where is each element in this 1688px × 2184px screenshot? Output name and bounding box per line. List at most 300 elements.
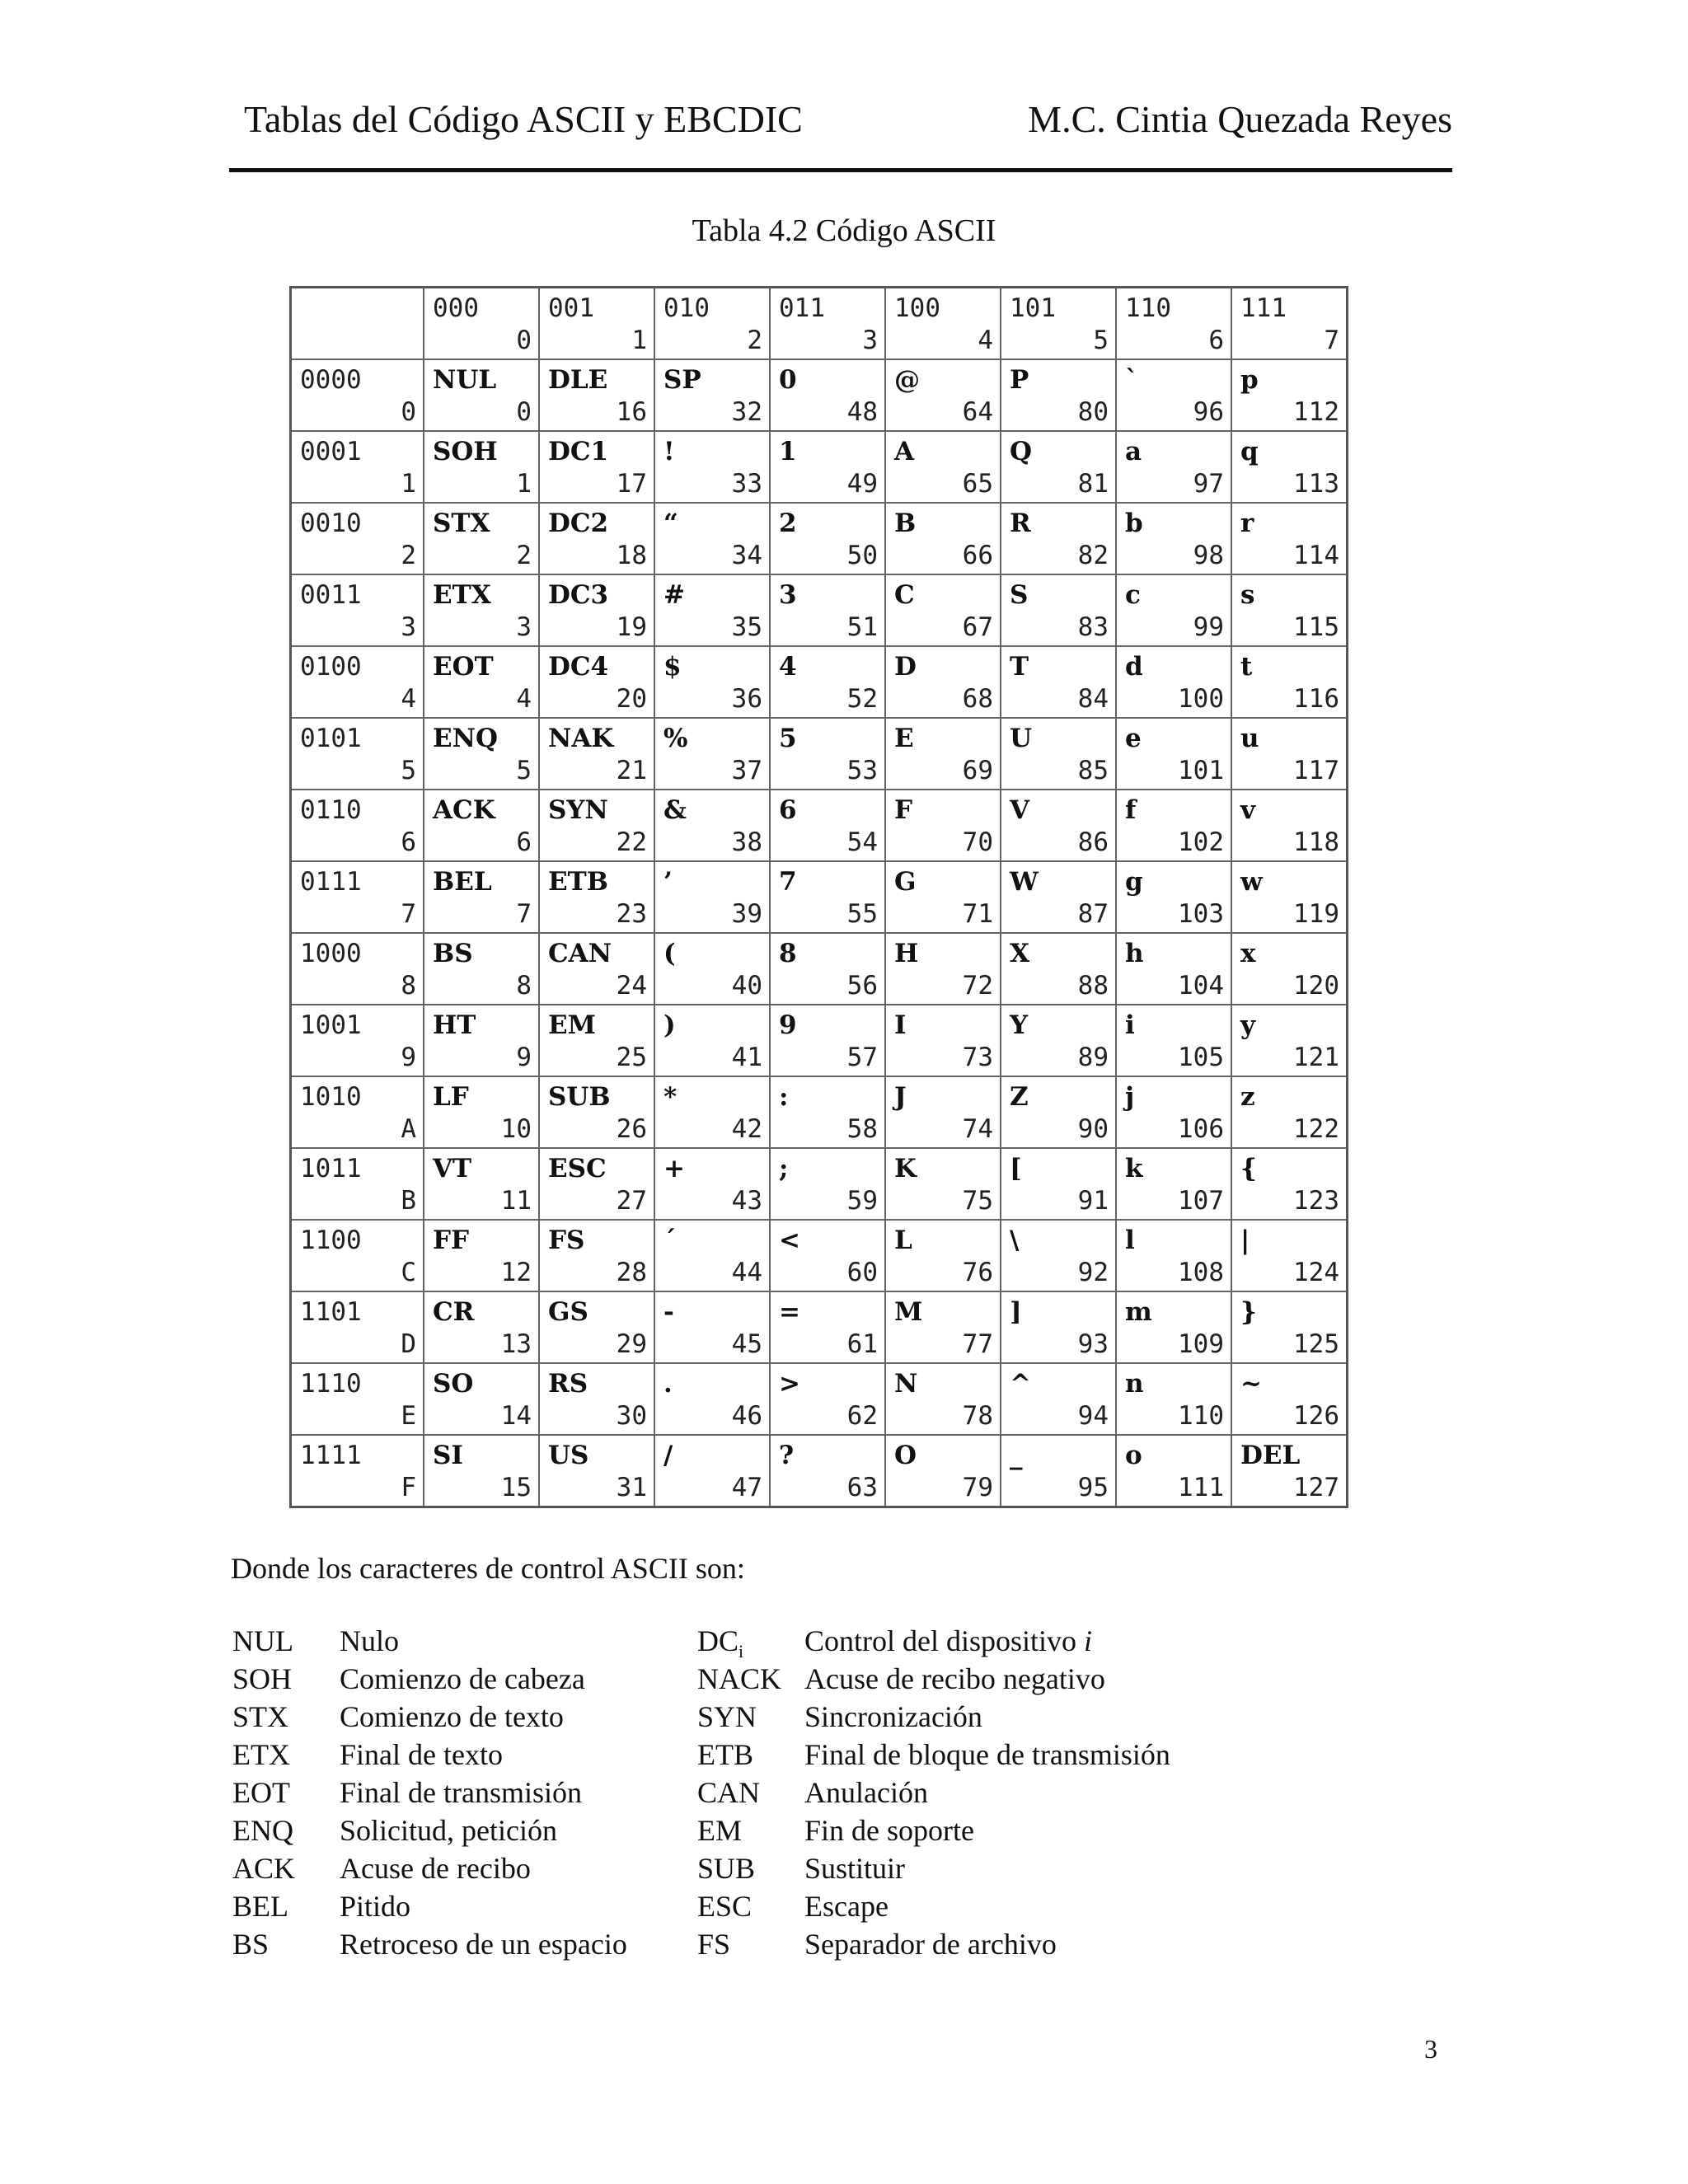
cell-decimal-code: 83 xyxy=(1077,612,1109,642)
cell-decimal-code: 68 xyxy=(962,684,993,714)
cell-character: x xyxy=(1240,939,1256,968)
cell-character: s xyxy=(1240,580,1255,610)
legend-description xyxy=(340,1775,582,1810)
column-bits: 001 xyxy=(548,293,594,323)
cell-character: . xyxy=(663,1369,673,1399)
cell-decimal-code: 34 xyxy=(731,541,762,570)
row-bits: 0111 xyxy=(300,867,362,897)
table-cell xyxy=(1231,431,1348,503)
row-header xyxy=(291,574,424,646)
table-cell xyxy=(770,790,885,861)
table-cell xyxy=(1001,933,1116,1005)
table-cell xyxy=(424,1435,539,1507)
legend-item xyxy=(697,1661,1274,1699)
cell-character: o xyxy=(1125,1441,1142,1470)
row-header xyxy=(291,933,424,1005)
row-bits: 1101 xyxy=(300,1297,362,1327)
column-hex: 4 xyxy=(978,326,993,355)
row-hex: E xyxy=(401,1401,416,1431)
legend-abbreviation-text: NACK xyxy=(697,1662,782,1695)
table-cell xyxy=(1231,646,1348,718)
cell-decimal-code: 98 xyxy=(1193,541,1224,570)
cell-decimal-code: 22 xyxy=(616,827,647,857)
row-bits: 1010 xyxy=(300,1082,362,1112)
table-cell xyxy=(539,1148,654,1220)
table-cell xyxy=(424,1291,539,1363)
legend-description xyxy=(804,1699,982,1734)
row-hex: 6 xyxy=(401,827,416,857)
table-row xyxy=(291,503,1348,574)
table-cell xyxy=(539,1076,654,1148)
table-cell xyxy=(885,1363,1001,1435)
row-hex: 4 xyxy=(401,684,416,714)
table-cell xyxy=(539,1220,654,1291)
column-hex: 5 xyxy=(1093,326,1109,355)
cell-character: h xyxy=(1125,939,1144,968)
cell-character: L xyxy=(894,1226,912,1255)
table-row xyxy=(291,1076,1348,1148)
column-hex: 0 xyxy=(516,326,532,355)
cell-character: ? xyxy=(779,1441,795,1470)
legend-item xyxy=(697,1624,1274,1661)
table-cell xyxy=(539,359,654,431)
column-header xyxy=(1116,288,1231,360)
cell-decimal-code: 4 xyxy=(516,684,532,714)
row-hex: C xyxy=(401,1258,416,1287)
table-cell xyxy=(1116,933,1231,1005)
cell-decimal-code: 89 xyxy=(1077,1043,1109,1072)
cell-character: = xyxy=(779,1297,800,1327)
cell-decimal-code: 88 xyxy=(1077,971,1109,1001)
legend-description-text: Final de transmisión xyxy=(340,1776,582,1809)
legend-abbreviation xyxy=(697,1699,757,1734)
table-cell xyxy=(1116,1435,1231,1507)
legend-abbreviation xyxy=(232,1737,290,1772)
row-hex: 8 xyxy=(401,971,416,1001)
table-cell xyxy=(1001,1435,1116,1507)
legend-abbreviation xyxy=(697,1889,752,1924)
table-cell xyxy=(1231,933,1348,1005)
cell-character: q xyxy=(1240,437,1259,466)
cell-character: F xyxy=(894,795,913,825)
table-cell xyxy=(1116,574,1231,646)
cell-decimal-code: 108 xyxy=(1178,1258,1224,1287)
cell-character: 3 xyxy=(779,580,797,610)
table-cell xyxy=(770,1363,885,1435)
row-header xyxy=(291,1291,424,1363)
row-header xyxy=(291,861,424,933)
cell-character: @ xyxy=(894,365,920,395)
row-bits: 0010 xyxy=(300,509,362,538)
table-cell xyxy=(654,646,770,718)
legend-abbreviation-text: BS xyxy=(232,1928,270,1961)
row-header xyxy=(291,646,424,718)
table-cell xyxy=(1231,1363,1348,1435)
table-cell xyxy=(424,359,539,431)
table-cell xyxy=(1001,1076,1116,1148)
row-hex: D xyxy=(401,1329,416,1359)
cell-decimal-code: 81 xyxy=(1077,469,1109,499)
cell-decimal-code: 35 xyxy=(731,612,762,642)
table-cell xyxy=(770,1291,885,1363)
cell-decimal-code: 26 xyxy=(616,1114,647,1144)
legend-abbreviation xyxy=(697,1624,743,1662)
cell-decimal-code: 55 xyxy=(846,899,878,929)
cell-character: U xyxy=(1010,724,1033,753)
page-number: 3 xyxy=(1424,2034,1437,2064)
column-bits: 110 xyxy=(1125,293,1171,323)
legend-description-text: Solicitud, petición xyxy=(340,1814,557,1847)
table-cell xyxy=(1231,1005,1348,1076)
cell-decimal-code: 15 xyxy=(500,1473,532,1502)
table-cell xyxy=(539,1363,654,1435)
cell-character: “ xyxy=(663,509,678,538)
cell-character: ´ xyxy=(663,1226,677,1255)
cell-character: ACK xyxy=(433,795,495,825)
header-rule xyxy=(229,168,1452,172)
table-cell xyxy=(885,359,1001,431)
cell-decimal-code: 70 xyxy=(962,827,993,857)
cell-decimal-code: 44 xyxy=(731,1258,762,1287)
cell-character: SUB xyxy=(548,1082,611,1112)
legend-abbreviation-text: ACK xyxy=(232,1852,296,1885)
cell-character: LF xyxy=(433,1082,469,1112)
table-cell xyxy=(885,933,1001,1005)
cell-character: FS xyxy=(548,1226,585,1255)
row-bits: 1100 xyxy=(300,1226,362,1255)
legend-abbreviation xyxy=(232,1775,290,1810)
cell-character: E xyxy=(894,724,914,753)
cell-decimal-code: 90 xyxy=(1077,1114,1109,1144)
cell-decimal-code: 12 xyxy=(500,1258,532,1287)
table-cell xyxy=(770,718,885,790)
cell-decimal-code: 112 xyxy=(1293,397,1339,427)
table-cell xyxy=(1116,1291,1231,1363)
legend-description xyxy=(804,1661,1105,1696)
cell-character: ETB xyxy=(548,867,608,897)
row-hex: 2 xyxy=(401,541,416,570)
cell-decimal-code: 6 xyxy=(516,827,532,857)
table-cell xyxy=(1116,1363,1231,1435)
table-cell xyxy=(1116,1220,1231,1291)
cell-decimal-code: 76 xyxy=(962,1258,993,1287)
table-cell xyxy=(539,1005,654,1076)
table-cell xyxy=(424,574,539,646)
cell-character: S xyxy=(1010,580,1029,610)
table-cell xyxy=(770,861,885,933)
legend-item xyxy=(697,1851,1274,1889)
table-cell xyxy=(1116,503,1231,574)
table-cell xyxy=(1001,431,1116,503)
legend-item xyxy=(697,1813,1274,1851)
cell-decimal-code: 36 xyxy=(731,684,762,714)
legend-abbreviation xyxy=(232,1813,293,1848)
table-cell xyxy=(770,359,885,431)
cell-decimal-code: 42 xyxy=(731,1114,762,1144)
cell-character: d xyxy=(1125,652,1143,682)
cell-character: ENQ xyxy=(433,724,498,753)
cell-character: e xyxy=(1125,724,1142,753)
legend-abbreviation-text: CAN xyxy=(697,1776,761,1809)
legend-description-text: Final de texto xyxy=(340,1738,503,1771)
row-header xyxy=(291,1363,424,1435)
legend-abbreviation-text: ETB xyxy=(697,1738,753,1771)
table-row xyxy=(291,1148,1348,1220)
table-cell xyxy=(424,861,539,933)
column-header xyxy=(1231,288,1348,360)
cell-character: ; xyxy=(779,1154,789,1183)
cell-character: > xyxy=(779,1369,800,1399)
cell-character: NUL xyxy=(433,365,497,395)
cell-decimal-code: 38 xyxy=(731,827,762,857)
cell-character: CR xyxy=(433,1297,475,1327)
cell-decimal-code: 1 xyxy=(516,469,532,499)
legend-abbreviation xyxy=(697,1737,753,1772)
legend-abbreviation xyxy=(697,1775,760,1810)
cell-character: VT xyxy=(433,1154,472,1183)
cell-character: 6 xyxy=(779,795,797,825)
legend-description xyxy=(340,1927,627,1961)
cell-character: _ xyxy=(1010,1441,1023,1470)
cell-decimal-code: 104 xyxy=(1178,971,1224,1001)
table-cell xyxy=(539,574,654,646)
cell-character: ^ xyxy=(1010,1369,1031,1399)
table-cell xyxy=(885,1435,1001,1507)
cell-decimal-code: 126 xyxy=(1293,1401,1339,1431)
table-cell xyxy=(1001,646,1116,718)
table-cell xyxy=(654,1148,770,1220)
cell-character: BEL xyxy=(433,867,492,897)
cell-character: Q xyxy=(1010,437,1033,466)
legend-description xyxy=(340,1737,503,1772)
row-hex: 5 xyxy=(401,756,416,785)
column-header xyxy=(1001,288,1116,360)
table-cell xyxy=(770,574,885,646)
legend-description-text: Retroceso de un espacio xyxy=(340,1928,627,1961)
cell-decimal-code: 113 xyxy=(1293,469,1339,499)
cell-decimal-code: 50 xyxy=(846,541,878,570)
cell-character: ESC xyxy=(548,1154,607,1183)
table-cell xyxy=(1116,359,1231,431)
cell-character: 0 xyxy=(779,365,797,395)
table-row xyxy=(291,1220,1348,1291)
cell-decimal-code: 72 xyxy=(962,971,993,1001)
cell-character: { xyxy=(1240,1154,1257,1183)
cell-decimal-code: 29 xyxy=(616,1329,647,1359)
cell-character: : xyxy=(779,1082,789,1112)
cell-character: CAN xyxy=(548,939,612,968)
cell-character: 8 xyxy=(779,939,797,968)
legend-item xyxy=(697,1927,1274,1965)
table-cell xyxy=(770,431,885,503)
cell-character: g xyxy=(1125,867,1143,897)
cell-decimal-code: 82 xyxy=(1077,541,1109,570)
table-cell xyxy=(654,933,770,1005)
legend-abbreviation-text: ENQ xyxy=(232,1814,293,1847)
legend-abbreviation xyxy=(232,1624,293,1658)
cell-character: \ xyxy=(1010,1226,1020,1255)
table-cell xyxy=(770,933,885,1005)
cell-character: ` xyxy=(1125,365,1138,395)
cell-character: C xyxy=(894,580,915,610)
cell-decimal-code: 96 xyxy=(1193,397,1224,427)
column-header xyxy=(770,288,885,360)
cell-character: STX xyxy=(433,509,490,538)
legend-abbreviation-text: SYN xyxy=(697,1700,757,1733)
legend-item xyxy=(697,1889,1274,1927)
cell-decimal-code: 78 xyxy=(962,1401,993,1431)
running-header xyxy=(244,91,1452,148)
table-cell xyxy=(885,861,1001,933)
table-cell xyxy=(885,1005,1001,1076)
cell-character: EM xyxy=(548,1010,596,1040)
row-bits: 0101 xyxy=(300,724,362,753)
cell-decimal-code: 77 xyxy=(962,1329,993,1359)
table-cell xyxy=(885,1148,1001,1220)
table-cell xyxy=(424,503,539,574)
cell-decimal-code: 92 xyxy=(1077,1258,1109,1287)
cell-character: 1 xyxy=(779,437,797,466)
legend-abbreviation xyxy=(697,1661,781,1696)
cell-character: SOH xyxy=(433,437,498,466)
cell-character: G xyxy=(894,867,917,897)
table-row xyxy=(291,646,1348,718)
legend-item xyxy=(232,1624,694,1661)
cell-character: 5 xyxy=(779,724,797,753)
cell-character: DC3 xyxy=(548,580,609,610)
cell-character: [ xyxy=(1010,1154,1022,1183)
table-cell xyxy=(1116,718,1231,790)
table-cell xyxy=(424,933,539,1005)
legend-description-text: Sincronización xyxy=(804,1700,982,1733)
table-cell xyxy=(885,1220,1001,1291)
legend-description-text: Comienzo de cabeza xyxy=(340,1662,585,1695)
cell-decimal-code: 20 xyxy=(616,684,647,714)
legend-item xyxy=(232,1775,694,1813)
cell-character: ] xyxy=(1010,1297,1022,1327)
table-cell xyxy=(1001,574,1116,646)
row-hex: F xyxy=(401,1473,416,1502)
row-header xyxy=(291,359,424,431)
cell-decimal-code: 61 xyxy=(846,1329,878,1359)
cell-character: z xyxy=(1240,1082,1255,1112)
cell-character: A xyxy=(894,437,915,466)
cell-character: H xyxy=(894,939,919,968)
legend-description-text: Pitido xyxy=(340,1890,411,1923)
legend-abbreviation-text: ESC xyxy=(697,1890,753,1923)
cell-decimal-code: 8 xyxy=(516,971,532,1001)
table-cell xyxy=(654,1005,770,1076)
cell-decimal-code: 14 xyxy=(500,1401,532,1431)
legend-abbreviation-text: NUL xyxy=(232,1624,293,1657)
cell-character: US xyxy=(548,1441,589,1470)
legend-description xyxy=(804,1851,905,1886)
table-row xyxy=(291,1363,1348,1435)
row-bits: 1001 xyxy=(300,1010,362,1040)
cell-decimal-code: 27 xyxy=(616,1186,647,1216)
cell-character: 2 xyxy=(779,509,797,538)
legend-item xyxy=(232,1889,694,1927)
cell-character: a xyxy=(1125,437,1142,466)
row-header xyxy=(291,1220,424,1291)
row-hex: 0 xyxy=(401,397,416,427)
column-hex: 1 xyxy=(631,326,647,355)
column-header xyxy=(654,288,770,360)
legend-item xyxy=(697,1699,1274,1737)
table-cell xyxy=(1231,1291,1348,1363)
table-cell xyxy=(654,1220,770,1291)
control-char-legend-right xyxy=(697,1624,1274,1965)
table-cell xyxy=(885,1291,1001,1363)
legend-description-text: Nulo xyxy=(340,1624,399,1657)
column-header xyxy=(424,288,539,360)
cell-character: DC2 xyxy=(548,509,609,538)
legend-description xyxy=(804,1813,974,1848)
cell-decimal-code: 48 xyxy=(846,397,878,427)
cell-character: D xyxy=(894,652,917,682)
table-cell xyxy=(885,1076,1001,1148)
column-hex: 3 xyxy=(862,326,878,355)
column-bits: 010 xyxy=(663,293,710,323)
cell-character: ! xyxy=(663,437,675,466)
cell-character: Z xyxy=(1010,1082,1029,1112)
cell-decimal-code: 23 xyxy=(616,899,647,929)
legend-abbreviation xyxy=(697,1851,755,1886)
table-cell xyxy=(1001,359,1116,431)
table-cell xyxy=(770,503,885,574)
row-hex: 1 xyxy=(401,469,416,499)
cell-character: EOT xyxy=(433,652,494,682)
cell-decimal-code: 46 xyxy=(731,1401,762,1431)
table-cell xyxy=(770,1005,885,1076)
cell-character: Y xyxy=(1010,1010,1029,1040)
table-cell xyxy=(770,1076,885,1148)
table-cell xyxy=(654,718,770,790)
cell-character: SI xyxy=(433,1441,463,1470)
row-header xyxy=(291,1005,424,1076)
cell-decimal-code: 118 xyxy=(1293,827,1339,857)
table-cell xyxy=(539,646,654,718)
cell-character: O xyxy=(894,1441,917,1470)
row-bits: 1110 xyxy=(300,1369,362,1399)
table-cell xyxy=(1001,503,1116,574)
cell-character: - xyxy=(663,1297,674,1327)
cell-decimal-code: 54 xyxy=(846,827,878,857)
cell-decimal-code: 37 xyxy=(731,756,762,785)
table-cell xyxy=(654,359,770,431)
table-cell xyxy=(539,431,654,503)
cell-decimal-code: 65 xyxy=(962,469,993,499)
table-cell xyxy=(1116,646,1231,718)
column-header xyxy=(539,288,654,360)
cell-character: b xyxy=(1125,509,1143,538)
column-bits: 000 xyxy=(433,293,479,323)
cell-character: GS xyxy=(548,1297,588,1327)
table-cell xyxy=(654,861,770,933)
cell-decimal-code: 109 xyxy=(1178,1329,1224,1359)
cell-decimal-code: 107 xyxy=(1178,1186,1224,1216)
legend-abbreviation-text: EOT xyxy=(232,1776,290,1809)
table-cell xyxy=(885,431,1001,503)
cell-decimal-code: 110 xyxy=(1178,1401,1224,1431)
cell-decimal-code: 16 xyxy=(616,397,647,427)
table-cell xyxy=(1231,718,1348,790)
row-hex: B xyxy=(401,1186,416,1216)
table-row xyxy=(291,790,1348,861)
cell-decimal-code: 11 xyxy=(500,1186,532,1216)
cell-decimal-code: 115 xyxy=(1293,612,1339,642)
cell-decimal-code: 121 xyxy=(1293,1043,1339,1072)
